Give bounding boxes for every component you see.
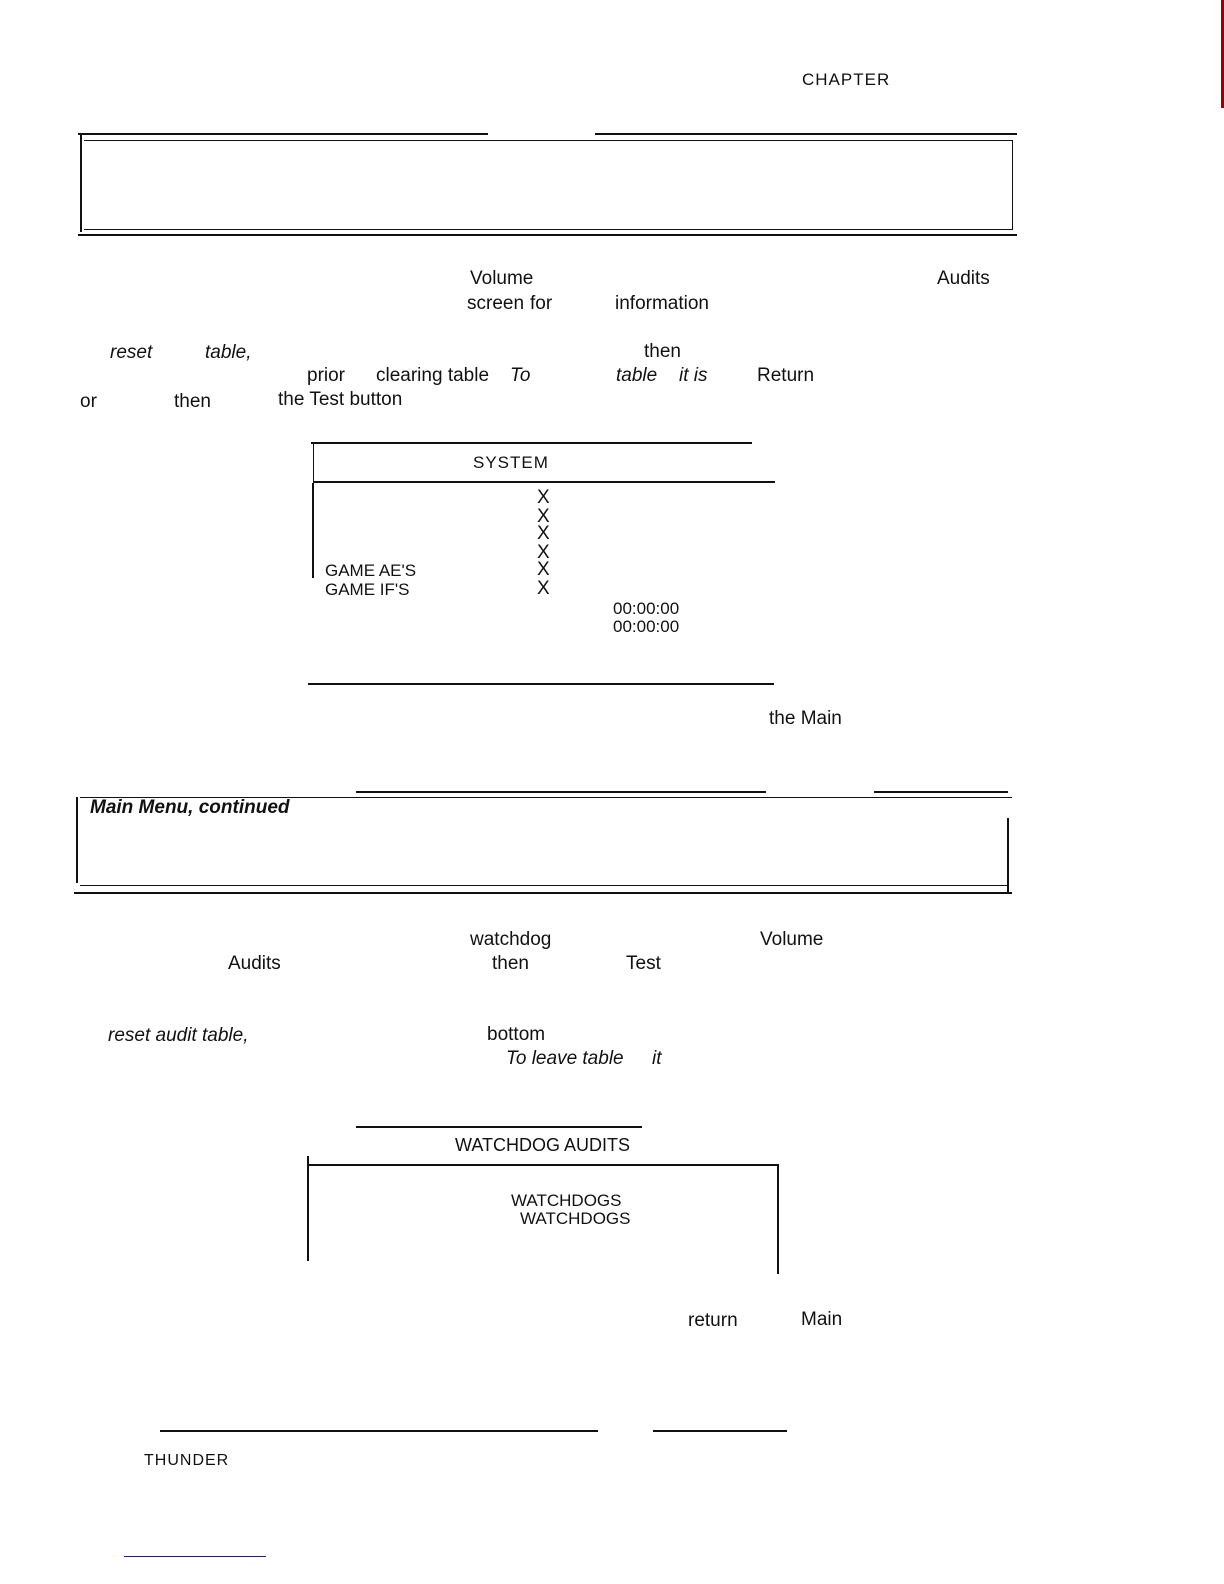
word-it: it [652, 1048, 662, 1069]
word-to-leave-table: To leave table [506, 1048, 624, 1069]
word-then-2: then [174, 391, 211, 412]
chapter-label: CHAPTER [802, 70, 891, 89]
system-table-title: SYSTEM [473, 453, 549, 472]
system-value-3: X [537, 523, 550, 544]
word-table: table, [205, 342, 252, 363]
word-reset-audit-table: reset audit table, [108, 1025, 249, 1046]
watchdog-table-title: WATCHDOG AUDITS [455, 1135, 630, 1155]
system-value-4: X [537, 542, 550, 563]
word-screen: screen [467, 293, 525, 314]
bottom-link-underline [124, 1556, 266, 1557]
section2-footer-return: return [688, 1310, 738, 1331]
section1-footer-text: the Main [769, 708, 842, 729]
word-audits-2: Audits [228, 953, 281, 974]
word-then: then [644, 341, 681, 362]
word-bottom: bottom [487, 1024, 546, 1045]
word-reset: reset [110, 342, 153, 363]
footer-brand: THUNDER [144, 1452, 230, 1469]
system-value-5: X [537, 559, 550, 580]
section2-title: Main Menu, continued [90, 797, 290, 818]
system-label-game-ifs: GAME IF'S [325, 580, 410, 599]
system-time-2: 00:00:00 [613, 617, 680, 636]
word-table-2: table [616, 365, 658, 386]
word-the-test-button: the Test button [278, 389, 403, 410]
word-return: Return [757, 365, 815, 386]
word-test: Test [626, 953, 661, 974]
word-information: information [615, 293, 709, 314]
watchdog-row-1: WATCHDOGS [511, 1191, 622, 1210]
system-time-1: 00:00:00 [613, 599, 680, 618]
word-clearing-table: clearing table [376, 365, 490, 386]
word-volume-2: Volume [760, 929, 824, 950]
word-or: or [80, 391, 97, 412]
system-value-6: X [537, 578, 550, 599]
word-to: To [510, 365, 531, 386]
word-watchdog: watchdog [470, 929, 552, 950]
system-label-game-aes: GAME AE'S [325, 561, 417, 580]
system-value-2: X [537, 506, 550, 527]
system-value-1: X [537, 487, 550, 508]
word-prior: prior [307, 365, 346, 386]
word-audits: Audits [937, 268, 990, 289]
watchdog-row-2: WATCHDOGS [520, 1209, 631, 1228]
word-volume: Volume [470, 268, 534, 289]
word-then-3: then [492, 953, 529, 974]
word-it-is: it is [679, 365, 708, 386]
section2-footer-main: Main [801, 1309, 843, 1330]
word-for: for [530, 293, 553, 314]
